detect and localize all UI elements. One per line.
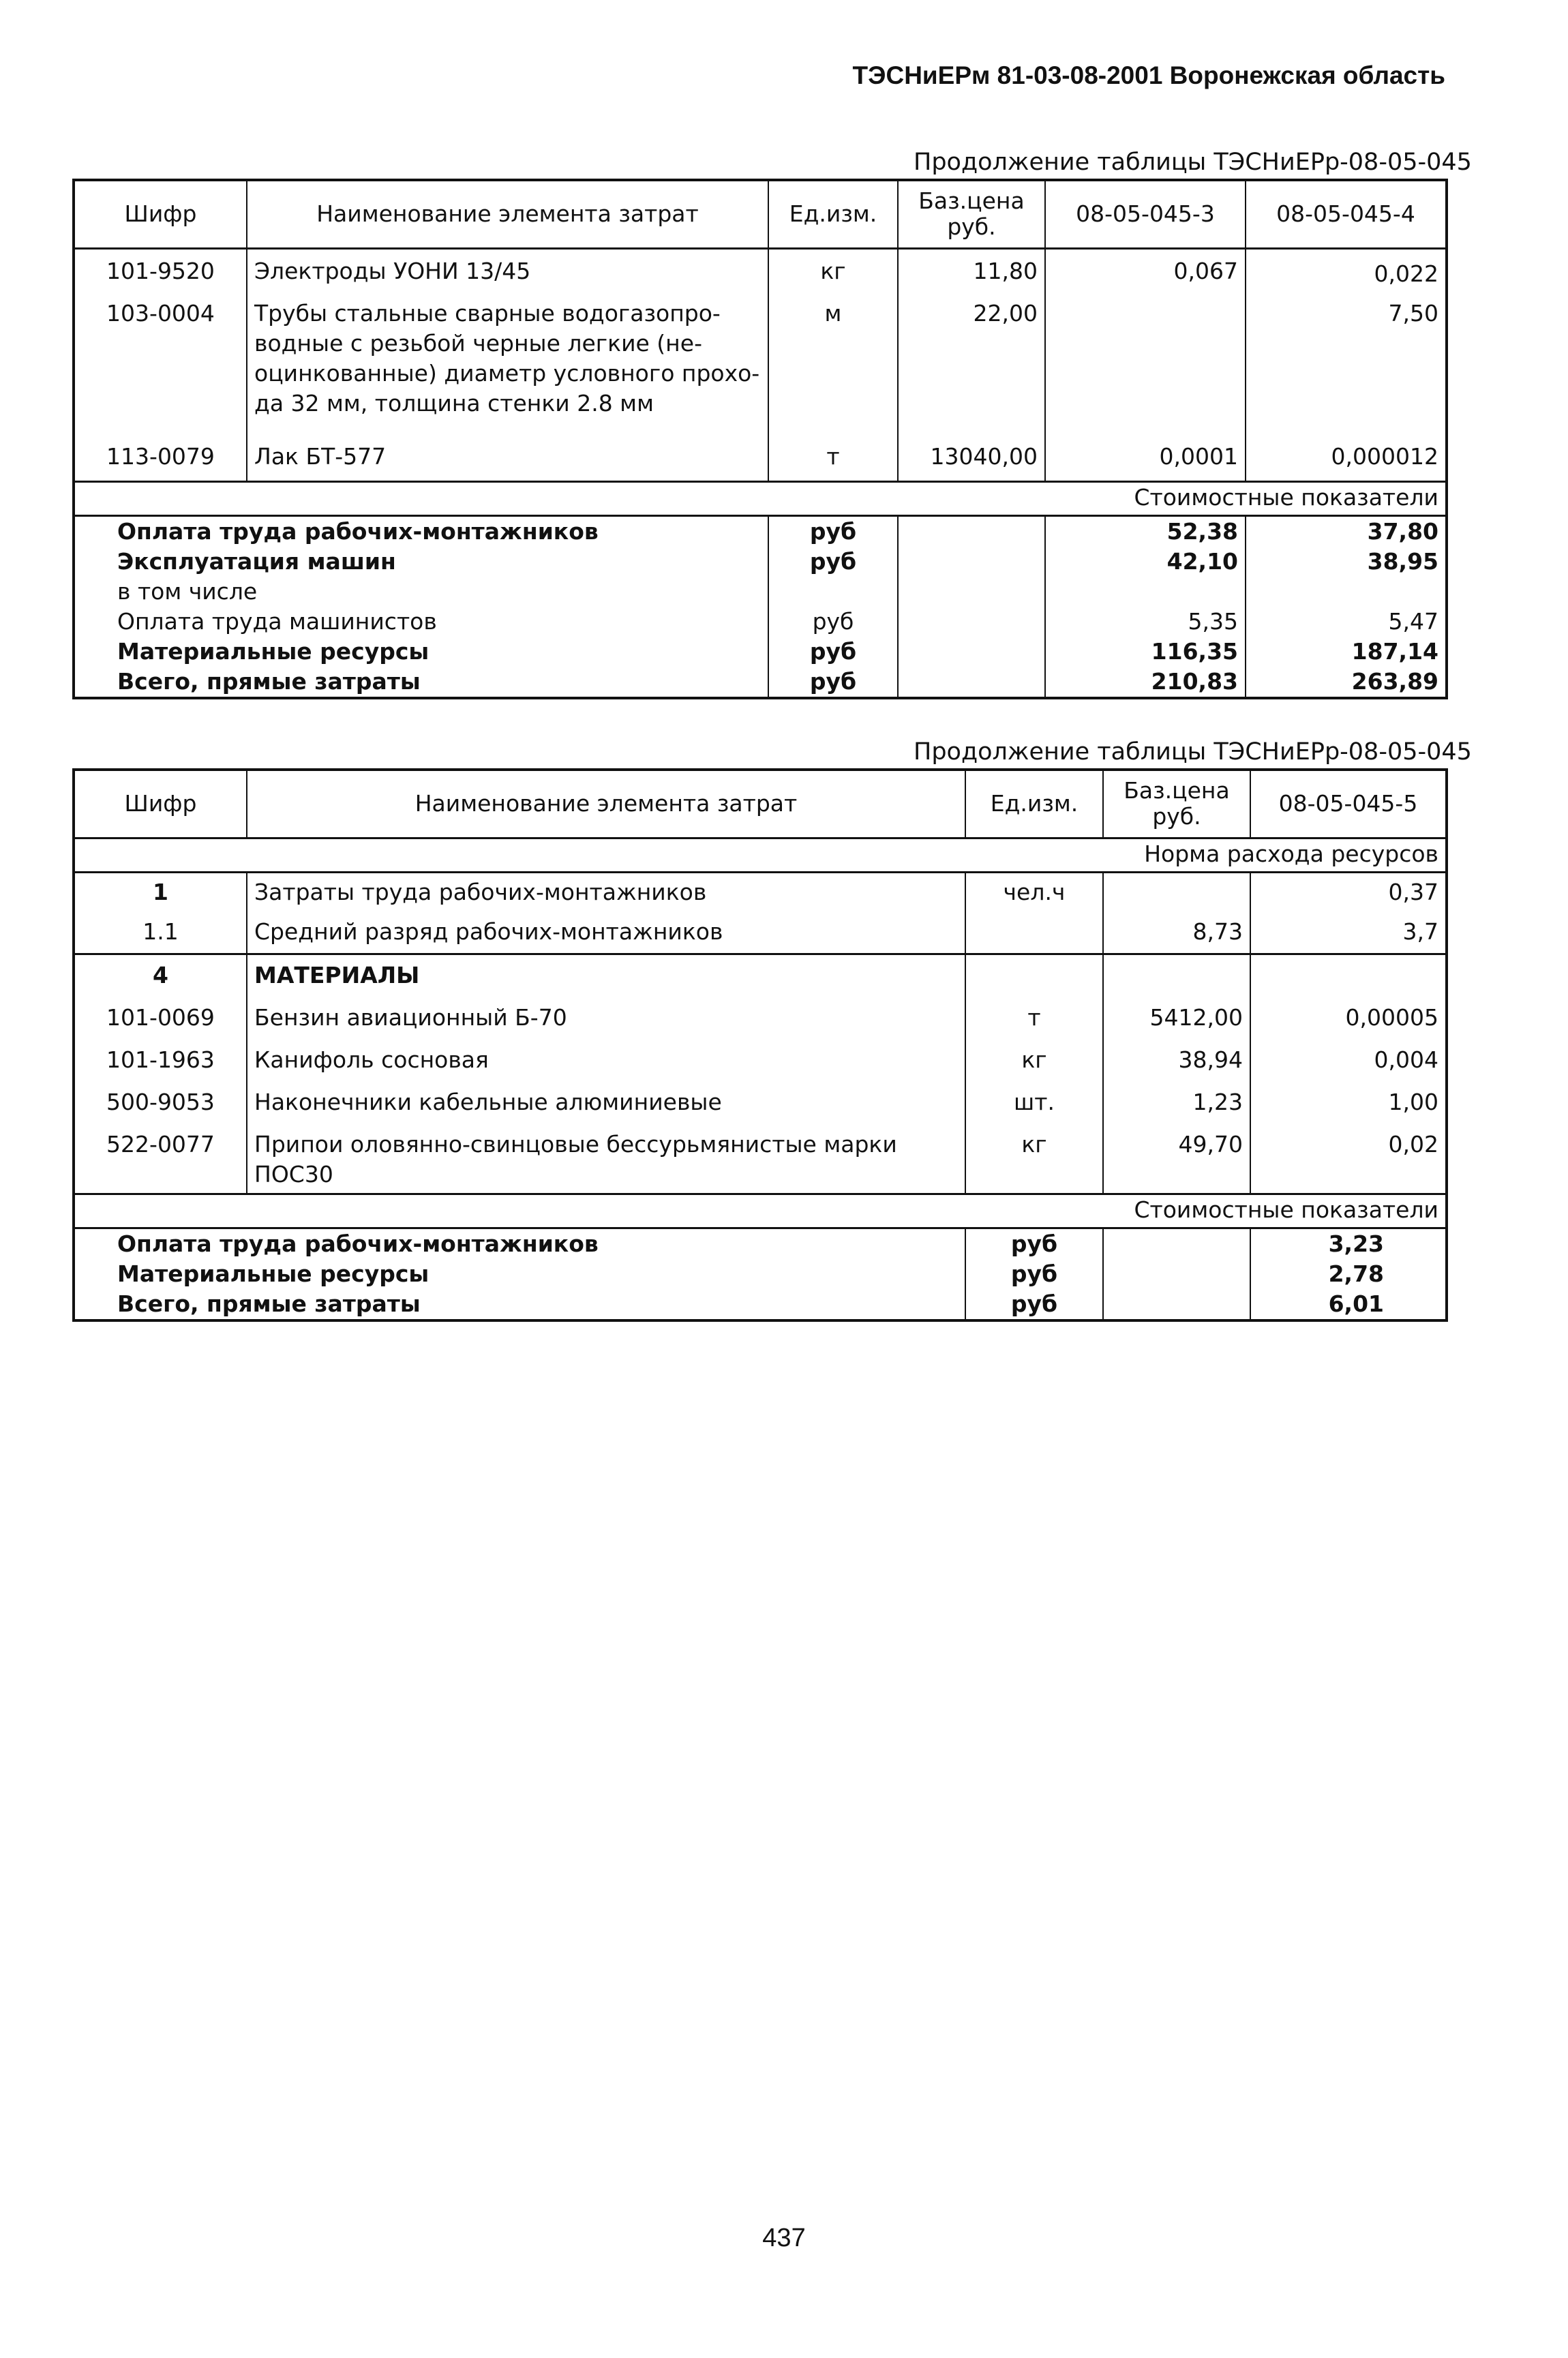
- row-code: 101-0069: [74, 996, 247, 1038]
- table-row: [74, 913, 1447, 954]
- summary-row: [74, 1228, 1447, 1259]
- summary-label: Всего, прямые затраты: [74, 667, 768, 698]
- page-number: 437: [762, 2224, 806, 2252]
- summary-unit: руб: [768, 607, 898, 637]
- summary-unit: руб: [768, 515, 898, 547]
- row-code: 4: [74, 954, 247, 996]
- table1-section-label: Стоимостные показатели: [74, 481, 1447, 515]
- row-price: 1,23: [1103, 1080, 1250, 1123]
- row-value-a: [1250, 954, 1447, 996]
- row-value-a: [1045, 290, 1246, 435]
- table2-section-label: Стоимостные показатели: [74, 1194, 1447, 1228]
- row-price: 5412,00: [1103, 996, 1250, 1038]
- row-name: МАТЕРИАЛЫ: [247, 954, 965, 996]
- header-unit: Ед.изм.: [768, 180, 898, 248]
- header-price: Баз.цена руб.: [898, 180, 1045, 248]
- summary-value-a: [1045, 577, 1246, 607]
- summary-value-b: 5,47: [1246, 607, 1447, 637]
- table-row: [74, 290, 1447, 435]
- summary-value-a: 42,10: [1045, 547, 1246, 577]
- header-unit: Ед.изм.: [965, 770, 1103, 838]
- summary-unit: руб: [768, 637, 898, 667]
- row-value-a: 0,00005: [1250, 996, 1447, 1038]
- summary-label: Материальные ресурсы: [74, 1259, 965, 1289]
- row-value-a: 0,02: [1250, 1123, 1447, 1194]
- row-price: 22,00: [898, 290, 1045, 435]
- row-unit: [965, 954, 1103, 996]
- summary-value-b: [1246, 577, 1447, 607]
- row-name: Трубы стальные сварные водогазопро- водные с резьбой черные легкие (не- оцинкованные) диаметр условного прохо- да 32 мм, толщина стенки 2.8 мм: [247, 290, 768, 435]
- summary-row: [74, 607, 1447, 637]
- table-row: [74, 1123, 1447, 1194]
- summary-row: [74, 1289, 1447, 1320]
- row-code: 1.1: [74, 913, 247, 954]
- table-row: [74, 954, 1447, 996]
- summary-unit: руб: [965, 1228, 1103, 1259]
- summary-value-a: 52,38: [1045, 515, 1246, 547]
- row-price: [1103, 872, 1250, 913]
- row-unit: т: [965, 996, 1103, 1038]
- row-code: 103-0004: [74, 290, 247, 435]
- summary-value-a: 5,35: [1045, 607, 1246, 637]
- header-code: Шифр: [74, 770, 247, 838]
- row-unit: шт.: [965, 1080, 1103, 1123]
- row-name: Припои оловянно-свинцовые бессурьмянистые марки ПОС30: [247, 1123, 965, 1194]
- row-code: 500-9053: [74, 1080, 247, 1123]
- header-code: Шифр: [74, 180, 247, 248]
- table-row: [74, 1080, 1447, 1123]
- table2-norm-label: Норма расхода ресурсов: [74, 838, 1447, 872]
- summary-row: [74, 637, 1447, 667]
- row-value-a: 0,37: [1250, 872, 1447, 913]
- row-unit: т: [768, 435, 898, 481]
- summary-value-b: 37,80: [1246, 515, 1447, 547]
- row-price: 8,73: [1103, 913, 1250, 954]
- row-price: 49,70: [1103, 1123, 1250, 1194]
- row-price: 11,80: [898, 248, 1045, 290]
- summary-label: Всего, прямые затраты: [74, 1289, 965, 1320]
- summary-label: Оплата труда рабочих-монтажников: [74, 1228, 965, 1259]
- row-code: 101-1963: [74, 1038, 247, 1080]
- row-name: Канифоль сосновая: [247, 1038, 965, 1080]
- summary-value-b: 38,95: [1246, 547, 1447, 577]
- summary-unit: руб: [768, 547, 898, 577]
- document-header-title: ТЭСНиЕРм 81-03-08-2001 Воронежская область: [852, 61, 1445, 89]
- summary-label: Материальные ресурсы: [74, 637, 768, 667]
- table1: [72, 179, 1448, 699]
- summary-unit: руб: [965, 1259, 1103, 1289]
- table-row: [74, 872, 1447, 913]
- summary-unit: руб: [965, 1289, 1103, 1320]
- row-code: 101-9520: [74, 248, 247, 290]
- summary-value-a: 210,83: [1045, 667, 1246, 698]
- row-value-b: 7,50: [1246, 290, 1447, 435]
- summary-value-a: 3,23: [1250, 1228, 1447, 1259]
- summary-row: [74, 547, 1447, 577]
- header-col-a: 08-05-045-5: [1250, 770, 1447, 838]
- summary-unit: [768, 577, 898, 607]
- row-name: Электроды УОНИ 13/45: [247, 248, 768, 290]
- row-unit: кг: [965, 1038, 1103, 1080]
- summary-value-a: 6,01: [1250, 1289, 1447, 1320]
- summary-value-b: 187,14: [1246, 637, 1447, 667]
- summary-row: [74, 667, 1447, 698]
- row-unit: кг: [965, 1123, 1103, 1194]
- row-code: 1: [74, 872, 247, 913]
- row-name: Лак БТ-577: [247, 435, 768, 481]
- summary-unit: руб: [768, 667, 898, 698]
- header-name: Наименование элемента затрат: [247, 770, 965, 838]
- row-price: [1103, 954, 1250, 996]
- row-name: Наконечники кабельные алюминиевые: [247, 1080, 965, 1123]
- row-value-b: 0,000012: [1246, 435, 1447, 481]
- row-value-b: 0,022: [1246, 248, 1447, 290]
- row-code: 522-0077: [74, 1123, 247, 1194]
- row-price: 38,94: [1103, 1038, 1250, 1080]
- summary-value-a: 116,35: [1045, 637, 1246, 667]
- row-name: Средний разряд рабочих-монтажников: [247, 913, 965, 954]
- summary-label: Эксплуатация машин: [74, 547, 768, 577]
- table2: [72, 768, 1448, 1322]
- table-row: [74, 248, 1447, 290]
- row-value-a: 1,00: [1250, 1080, 1447, 1123]
- row-unit: кг: [768, 248, 898, 290]
- table-row: [74, 996, 1447, 1038]
- summary-label: Оплата труда рабочих-монтажников: [74, 515, 768, 547]
- summary-row: [74, 1259, 1447, 1289]
- row-unit: чел.ч: [965, 872, 1103, 913]
- header-col-b: 08-05-045-4: [1246, 180, 1447, 248]
- table-row: [74, 1038, 1447, 1080]
- table-row: [74, 435, 1447, 481]
- table1-caption: Продолжение таблицы ТЭСНиЕРр-08-05-045: [914, 149, 1472, 176]
- row-value-a: 3,7: [1250, 913, 1447, 954]
- summary-value-a: 2,78: [1250, 1259, 1447, 1289]
- row-unit: м: [768, 290, 898, 435]
- header-price: Баз.цена руб.: [1103, 770, 1250, 838]
- header-name: Наименование элемента затрат: [247, 180, 768, 248]
- summary-row: [74, 515, 1447, 547]
- row-name: Затраты труда рабочих-монтажников: [247, 872, 965, 913]
- row-name: Бензин авиационный Б-70: [247, 996, 965, 1038]
- row-value-a: 0,0001: [1045, 435, 1246, 481]
- row-value-a: 0,067: [1045, 248, 1246, 290]
- summary-row: [74, 577, 1447, 607]
- summary-value-b: 263,89: [1246, 667, 1447, 698]
- summary-label: Оплата труда машинистов: [74, 607, 768, 637]
- row-unit: [965, 913, 1103, 954]
- header-col-a: 08-05-045-3: [1045, 180, 1246, 248]
- row-value-a: 0,004: [1250, 1038, 1447, 1080]
- summary-label: в том числе: [74, 577, 768, 607]
- row-code: 113-0079: [74, 435, 247, 481]
- table2-caption: Продолжение таблицы ТЭСНиЕРр-08-05-045: [914, 738, 1472, 766]
- row-price: 13040,00: [898, 435, 1045, 481]
